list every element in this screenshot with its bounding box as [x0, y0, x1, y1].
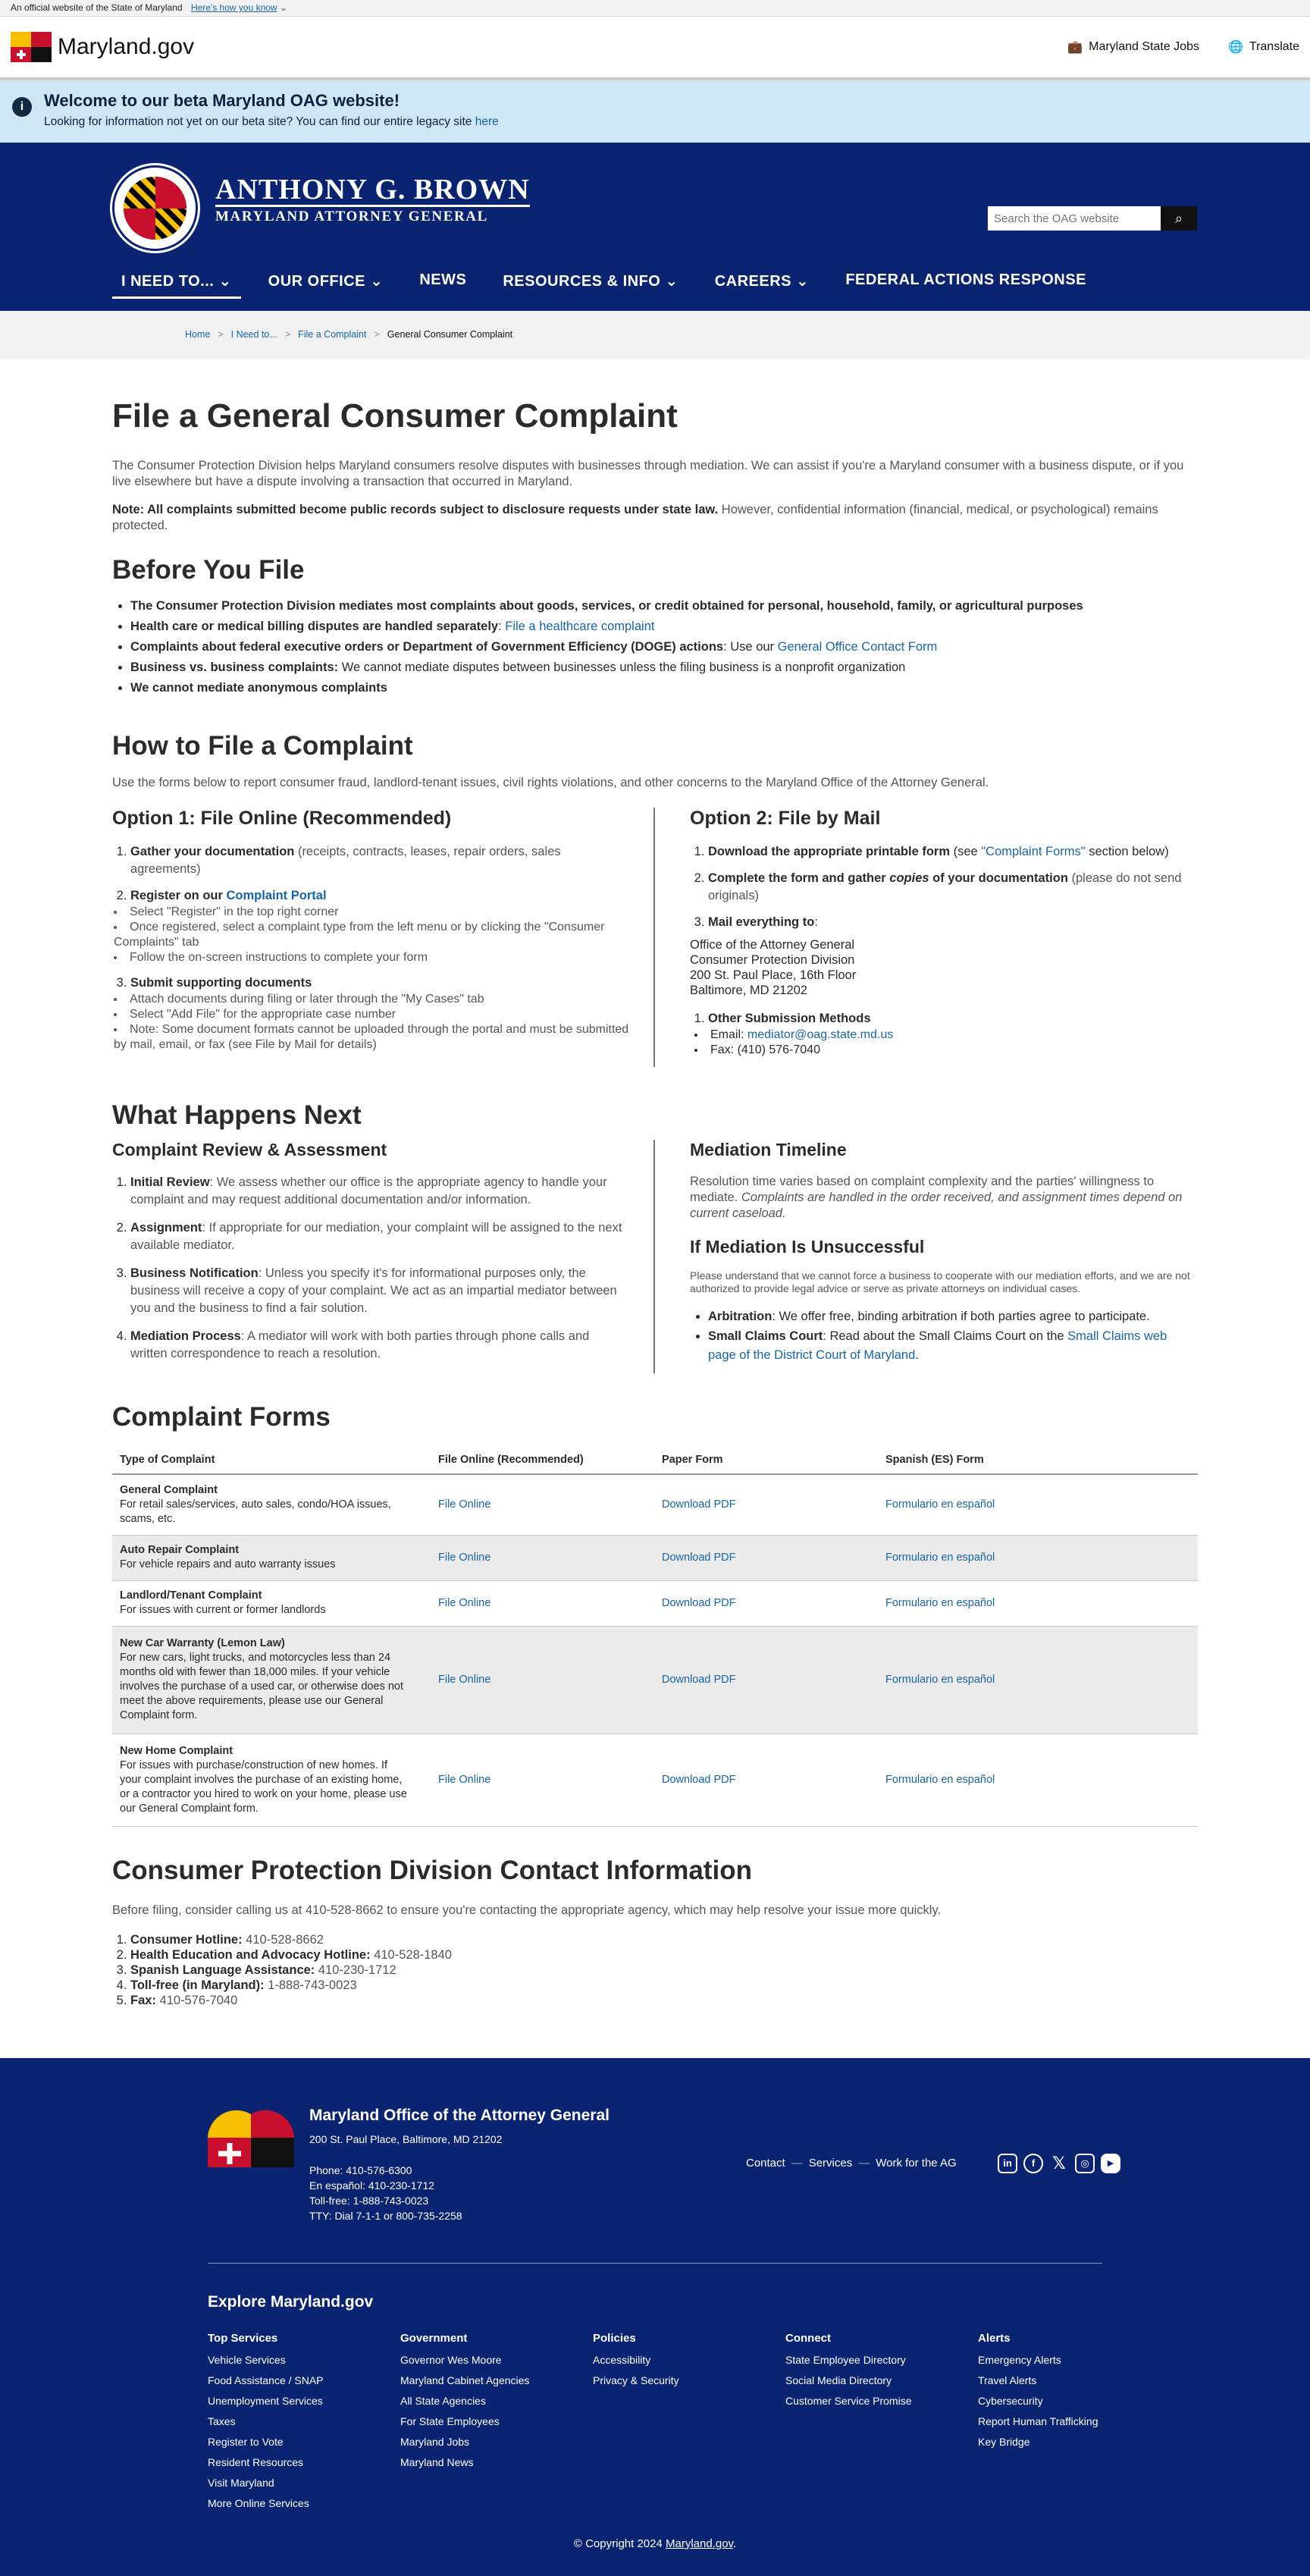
address-line: Consumer Protection Division	[690, 953, 855, 967]
complaint-name: Landlord/Tenant Complaint	[120, 1589, 262, 1602]
footer-link[interactable]: Social Media Directory	[785, 2374, 892, 2386]
site-footer	[0, 2058, 1310, 2576]
breadcrumb-i-need-to[interactable]: I Need to...	[230, 329, 277, 340]
address-line: 200 St. Paul Place, 16th Floor	[690, 968, 857, 982]
healthcare-complaint-link[interactable]: File a healthcare complaint	[505, 620, 655, 633]
footer-phones	[309, 2163, 462, 2223]
address-line: Baltimore, MD 21202	[690, 984, 807, 997]
oag-seal[interactable]	[112, 165, 198, 251]
file-online-link[interactable]: File Online	[438, 1773, 491, 1786]
list-item	[130, 596, 1198, 616]
alert-title: Welcome to our beta Maryland OAG website!	[44, 91, 400, 110]
nav-label: OUR OFFICE	[268, 273, 365, 290]
small-claims-end: .	[915, 1348, 919, 1362]
complaint-name: New Car Warranty (Lemon Law)	[120, 1637, 285, 1649]
download-pdf-link[interactable]: Download PDF	[662, 1596, 736, 1609]
review-t: : A mediator will work with both parties through phone calls and written correspondence to reach a resolution.	[130, 1329, 590, 1360]
download-pdf-link[interactable]: Download PDF	[662, 1498, 736, 1511]
list-item	[130, 1947, 1198, 1963]
breadcrumb-home[interactable]: Home	[185, 329, 211, 340]
list-item	[130, 843, 629, 878]
mail-steps	[690, 843, 1198, 931]
timeline-title: Mediation Timeline	[690, 1140, 847, 1159]
spanish-form-link[interactable]: Formulario en español	[885, 1551, 995, 1564]
page-title: File a General Consumer Complaint	[112, 397, 678, 435]
before-b5: We cannot mediate anonymous complaints	[130, 681, 387, 695]
footer-col-connect	[785, 2328, 978, 2514]
footer-link[interactable]: Maryland News	[400, 2455, 474, 2468]
ag-name: ANTHONY G. BROWN	[215, 174, 530, 206]
breadcrumb-current: General Consumer Complaint	[387, 329, 513, 340]
timeline-col	[655, 1140, 1198, 1373]
list-item	[130, 678, 1198, 698]
mailing-address	[690, 937, 1198, 998]
column-header: File Online (Recommended)	[431, 1446, 654, 1474]
contact-label: Spanish Language Assistance:	[130, 1963, 315, 1977]
intro-text: The Consumer Protection Division helps Maryland consumers resolve disputes with businesses through mediation. We can assist if you're a Maryland consumer with a business dispute, or if you live elsewhere but have a dispute involving a transaction that occurred in Maryland.	[112, 459, 1184, 488]
file-online-link[interactable]: File Online	[438, 1673, 491, 1686]
footer-link[interactable]: More Online Services	[208, 2496, 309, 2509]
review-t: : We assess whether our office is the appropriate agency to handle your complaint and may request additional documentation and/or information.	[130, 1175, 607, 1206]
before-title: Before You File	[112, 555, 305, 585]
main-nav	[112, 271, 1114, 299]
nav-label: NEWS	[419, 271, 467, 288]
state-jobs-label: Maryland State Jobs	[1089, 40, 1199, 53]
footer-link[interactable]: All State Agencies	[400, 2394, 486, 2407]
state-jobs-link[interactable]	[1067, 39, 1199, 55]
how-you-know-link[interactable]: Here's how you know	[190, 2, 277, 13]
chevron-down-icon: ⌄	[279, 2, 288, 13]
info-icon: i	[12, 97, 32, 117]
list-item	[708, 843, 1198, 861]
small-claims: Small Claims Court	[708, 1329, 823, 1343]
complaint-desc: For vehicle repairs and auto warranty issues	[120, 1558, 336, 1570]
unsuccessful-list	[690, 1307, 1198, 1365]
list-item: • Select "Add File" for the appropriate case number	[114, 1007, 629, 1022]
table-header-row	[112, 1446, 1198, 1474]
linkedin-icon[interactable]: in	[998, 2154, 1017, 2173]
youtube-icon[interactable]: ▶	[1101, 2154, 1120, 2173]
footer-link[interactable]: Privacy & Security	[593, 2374, 679, 2386]
complaint-desc: For issues with purchase/construction of new homes. If your complaint involves the purchase of an existing home, or a contractor you hired to work on your home, please use our General Complaint form.	[120, 1759, 407, 1815]
contact-label: Fax:	[130, 1993, 156, 2007]
opt2-s3: Mail everything to	[708, 915, 815, 929]
contact-label: Toll-free (in Maryland):	[130, 1978, 265, 1992]
arbitration-rest: : We offer free, binding arbitration if both parties agree to participate.	[772, 1310, 1150, 1323]
footer-link[interactable]: Emergency Alerts	[978, 2353, 1061, 2366]
contact-title: Consumer Protection Division Contact Information	[112, 1855, 752, 1885]
main-content	[0, 359, 1310, 2008]
download-pdf-link[interactable]: Download PDF	[662, 1673, 736, 1686]
review-t: : Unless you specify it's for informational purposes only, the business will receive a copy of your complaint. We act as an impartial mediator between you and the business to find a fair solution.	[130, 1266, 617, 1315]
copyright	[0, 2537, 1310, 2550]
other-methods-list	[693, 1028, 1198, 1058]
email-link[interactable]: mediator@oag.state.md.us	[747, 1028, 894, 1041]
table-row	[112, 1474, 1198, 1535]
register-substeps	[112, 905, 629, 965]
review-steps	[112, 1174, 629, 1363]
footer-col-heading: Alerts	[978, 2331, 1011, 2345]
oag-title[interactable]	[215, 173, 530, 225]
list-item	[130, 657, 1198, 677]
complaint-type-cell	[112, 1580, 431, 1626]
opt2-s1-a: (see	[950, 845, 982, 858]
footer-link[interactable]: Register to Vote	[208, 2435, 284, 2448]
small-claims-rest: : Read about the Small Claims Court on the	[823, 1329, 1068, 1343]
list-item	[708, 870, 1198, 905]
instagram-icon[interactable]: ◎	[1075, 2154, 1095, 2173]
before-b3: Complaints about federal executive orders or Department of Government Efficiency (DOGE) actions	[130, 640, 724, 654]
arbitration: Arbitration	[708, 1310, 773, 1323]
spanish-form-link[interactable]: Formulario en español	[885, 1498, 995, 1511]
search-icon: ⌕	[1174, 210, 1183, 226]
complaint-name: Auto Repair Complaint	[120, 1544, 240, 1556]
list-item	[130, 1963, 1198, 1978]
forms-title: Complaint Forms	[112, 1402, 331, 1432]
download-pdf-link[interactable]: Download PDF	[662, 1773, 736, 1786]
footer-link[interactable]: Resident Resources	[208, 2455, 304, 2468]
maryland-logo[interactable]	[11, 32, 194, 62]
opt2-s1-b: section below)	[1085, 845, 1169, 858]
table-row	[112, 1626, 1198, 1734]
briefcase-icon: 💼	[1067, 41, 1083, 54]
footer-link[interactable]: Taxes	[208, 2414, 236, 2427]
contact-value: 410-230-1712	[315, 1963, 396, 1977]
review-b: Mediation Process	[130, 1329, 241, 1343]
nav-our-office[interactable]	[259, 271, 393, 299]
footer-link[interactable]: State Employee Directory	[785, 2353, 906, 2366]
complaint-desc: For issues with current or former landlords	[120, 1604, 326, 1616]
footer-columns	[208, 2328, 1171, 2514]
general-contact-form-link[interactable]: General Office Contact Form	[777, 640, 938, 654]
how-title: How to File a Complaint	[112, 731, 413, 761]
list-item: • Follow the on-screen instructions to complete your form	[114, 950, 629, 965]
footer-link[interactable]: Governor Wes Moore	[400, 2353, 502, 2366]
nav-label: FEDERAL ACTIONS RESPONSE	[845, 271, 1086, 288]
review-title: Complaint Review & Assessment	[112, 1140, 387, 1159]
footer-link[interactable]: Customer Service Promise	[785, 2394, 912, 2407]
list-item: • Once registered, select a complaint type from the left menu or by clicking the "Consumer Complaints" tab	[114, 920, 629, 950]
footer-col-heading: Government	[400, 2331, 468, 2345]
explore-title: Explore Maryland.gov	[208, 2292, 374, 2311]
before-b3-rest: : Use our	[723, 640, 778, 654]
contact-list	[112, 1932, 1198, 2008]
list-item: • Select "Register" in the top right corner	[114, 905, 629, 920]
footer-link[interactable]: Maryland Cabinet Agencies	[400, 2374, 530, 2386]
footer-link[interactable]: Report Human Trafficking	[978, 2414, 1098, 2427]
footer-link[interactable]: Vehicle Services	[208, 2353, 286, 2366]
search-input[interactable]	[988, 206, 1161, 231]
list-item	[130, 1993, 1198, 2008]
address-line: Office of the Attorney General	[690, 938, 855, 952]
contact-label: Health Education and Advocacy Hotline:	[130, 1947, 371, 1962]
file-options	[112, 808, 1198, 1067]
opt2-s1: Download the appropriate printable form	[708, 845, 951, 858]
chevron-down-icon: ⌄	[218, 273, 232, 290]
list-item: • Attach documents during filing or later through the "My Cases" tab	[114, 992, 629, 1007]
column-header: Paper Form	[654, 1446, 878, 1474]
other-methods	[690, 1010, 1198, 1058]
opt1-s1-rest: (receipts, contracts, leases, repair orders, sales agreements)	[130, 845, 561, 876]
list-item	[694, 1028, 1198, 1043]
footer-phone: TTY: Dial 7-1-1 or 800-735-2258	[309, 2209, 462, 2222]
facebook-icon[interactable]: f	[1023, 2154, 1043, 2173]
breadcrumb: Home > I Need to... > File a Complaint > General Consumer Complaint	[0, 311, 1310, 359]
contact-value: 410-528-1840	[370, 1947, 452, 1962]
complaint-desc: For new cars, light trucks, and motorcycles less than 24 months old with fewer than 18,000 miles. If your vehicle involves the purchase of a used car, or otherwise does not meet the above requirements, please use our General Complaint form.	[120, 1652, 403, 1721]
footer-phone: En español: 410-230-1712	[309, 2179, 435, 2192]
complaint-type-cell	[112, 1626, 431, 1734]
option1-title: Option 1: File Online (Recommended)	[112, 808, 452, 829]
footer-link[interactable]: Cybersecurity	[978, 2394, 1043, 2407]
list-item	[130, 1932, 1198, 1947]
alert-body: Looking for information not yet on our beta site? You can find our entire legacy site	[44, 115, 475, 128]
footer-col-heading: Top Services	[208, 2331, 278, 2345]
footer-links: Contact — Services — Work for the AG	[746, 2156, 957, 2170]
how-intro: Use the forms below to report consumer fraud, landlord-tenant issues, civil rights violations, and other concerns to the Maryland Office of the Attorney General.	[112, 776, 989, 789]
list-item	[708, 1307, 1198, 1326]
other-methods-title: Other Submission Methods	[708, 1012, 871, 1025]
contact-value: 1-888-743-0023	[264, 1978, 357, 1992]
opt2-s2-b: of your documentation	[929, 871, 1068, 885]
option-mail	[655, 808, 1198, 1067]
official-banner	[0, 0, 1310, 17]
timeline-body: Resolution time varies based on complaint complexity and the parties' willingness to mediate.	[690, 1175, 1155, 1204]
legacy-site-link[interactable]: here	[475, 115, 499, 128]
nav-news[interactable]	[410, 271, 475, 299]
copyright-end: .	[732, 2537, 737, 2550]
review-b: Initial Review	[130, 1175, 210, 1189]
copyright-text: © Copyright 2024	[573, 2537, 666, 2550]
list-item	[130, 637, 1198, 657]
online-steps	[112, 843, 629, 1053]
list-item	[130, 1978, 1198, 1993]
complaint-portal-link[interactable]: Complaint Portal	[226, 889, 327, 902]
option2-title: Option 2: File by Mail	[690, 808, 881, 829]
footer-col-heading: Connect	[785, 2331, 831, 2345]
nav-resources[interactable]	[494, 271, 687, 299]
contact-value: 410-576-7040	[155, 1993, 238, 2007]
complaint-forms-link[interactable]: "Complaint Forms"	[981, 845, 1086, 858]
complaint-name: General Complaint	[120, 1483, 218, 1496]
opt1-s1: Gather your documentation	[130, 845, 295, 858]
next-title: What Happens Next	[112, 1100, 362, 1130]
review-b: Business Notification	[130, 1266, 259, 1280]
column-header: Type of Complaint	[112, 1446, 431, 1474]
submit-substeps	[112, 992, 629, 1053]
next-section	[112, 1140, 1198, 1373]
review-b: Assignment	[130, 1221, 202, 1235]
contact-label: Consumer Hotline:	[130, 1932, 243, 1947]
opt1-s3: Submit supporting documents	[130, 976, 312, 990]
spanish-form-link[interactable]: Formulario en español	[885, 1673, 995, 1686]
table-row	[112, 1580, 1198, 1626]
file-online-link[interactable]: File Online	[438, 1596, 491, 1609]
x-icon[interactable]: 𝕏	[1052, 2153, 1066, 2173]
footer-phone: Phone: 410-576-6300	[309, 2163, 412, 2176]
footer-link[interactable]: Key Bridge	[978, 2435, 1030, 2448]
note-bold: Note: All complaints submitted become public records subject to disclosure requests under state law.	[112, 503, 719, 516]
maryland-header	[0, 17, 1310, 80]
nav-label: CAREERS	[714, 273, 791, 290]
nav-label: I NEED TO...	[121, 273, 215, 290]
table-row	[112, 1535, 1198, 1580]
note-rest: However, confidential information (financial, medical, or psychological) remains protected.	[112, 503, 1158, 532]
footer-address: 200 St. Paul Place, Baltimore, MD 21202	[309, 2132, 503, 2145]
opt2-s2-rest: (please do not send originals)	[708, 871, 1182, 902]
footer-col-policies	[593, 2328, 785, 2514]
column-header: Spanish (ES) Form	[878, 1446, 1198, 1474]
unsuccessful-text: Please understand that we cannot force a business to cooperate with our mediation efforts, and we are not authorized to provide legal advice or serve as private attorneys on individual cases.	[690, 1269, 1190, 1294]
footer-col-heading: Policies	[593, 2331, 636, 2345]
translate-label: Translate	[1249, 40, 1299, 53]
list-item	[130, 1219, 629, 1254]
footer-link[interactable]: Maryland Jobs	[400, 2435, 470, 2448]
list-item	[114, 974, 629, 1053]
translate-button[interactable]	[1228, 39, 1299, 55]
beta-alert	[0, 80, 1310, 143]
complaint-type-cell	[112, 1535, 431, 1580]
footer-services-link[interactable]: Services	[808, 2156, 853, 2170]
nav-i-need-to[interactable]	[112, 271, 241, 299]
option-online	[112, 808, 655, 1067]
complaint-name: New Home Complaint	[120, 1744, 233, 1757]
maryland-logo-text: Maryland.gov	[58, 34, 195, 59]
review-col	[112, 1140, 655, 1373]
official-text: An official website of the State of Maryland	[11, 2, 183, 13]
list-item	[708, 1327, 1198, 1365]
nav-careers[interactable]	[706, 271, 819, 299]
spanish-form-link[interactable]: Formulario en español	[885, 1773, 995, 1786]
chevron-down-icon: ⌄	[796, 273, 810, 290]
file-online-link[interactable]: File Online	[438, 1551, 491, 1564]
email-label: Email:	[710, 1028, 747, 1041]
maryland-gov-link[interactable]: Maryland.gov	[666, 2537, 733, 2550]
oag-banner	[0, 143, 1310, 311]
complaint-type-cell	[112, 1474, 431, 1535]
footer-phone: Toll-free: 1-888-743-0023	[309, 2194, 429, 2207]
nav-label: RESOURCES & INFO	[503, 273, 661, 290]
before-b4-rest: We cannot mediate disputes between businesses unless the filing business is a nonprofit organization	[338, 660, 906, 674]
table-row	[112, 1734, 1198, 1826]
small-claims-link[interactable]: Small Claims web page of the District Court of Maryland	[708, 1329, 1167, 1362]
footer-link[interactable]: Visit Maryland	[208, 2476, 274, 2489]
list-item	[130, 1265, 629, 1317]
maryland-flag-logo[interactable]	[208, 2108, 294, 2167]
timeline-text	[690, 1174, 1198, 1222]
opt1-s2: Register on our	[130, 889, 227, 902]
footer-col-alerts	[978, 2328, 1171, 2514]
chevron-down-icon: ⌄	[370, 273, 384, 290]
footer-org-name: Maryland Office of the Attorney General	[309, 2106, 610, 2124]
footer-link[interactable]: Food Assistance / SNAP	[208, 2374, 324, 2386]
before-b1: The Consumer Protection Division mediates most complaints about goods, services, or credit obtained for personal, household, family, or agricultural purposes	[130, 599, 1083, 613]
note-text	[112, 502, 1198, 534]
globe-icon: 🌐	[1227, 41, 1243, 54]
footer-divider	[208, 2263, 1102, 2264]
contact-intro: Before filing, consider calling us at 410-528-8662 to ensure you're contacting the appropriate agency, which may help resolve your issue more quickly.	[112, 1903, 942, 1917]
footer-work-link[interactable]: Work for the AG	[876, 2156, 957, 2170]
footer-contact-link[interactable]: Contact	[746, 2156, 785, 2170]
complaint-type-cell	[112, 1734, 431, 1826]
footer-link[interactable]: Accessibility	[593, 2353, 651, 2366]
file-online-link[interactable]: File Online	[438, 1498, 491, 1511]
before-b4: Business vs. business complaints:	[130, 660, 339, 674]
before-list	[112, 596, 1198, 698]
list-item	[114, 887, 629, 965]
alert-text	[44, 115, 499, 129]
review-t: : If appropriate for our mediation, your complaint will be assigned to the next available mediator.	[130, 1221, 622, 1252]
footer-link[interactable]: Travel Alerts	[978, 2374, 1037, 2386]
oag-search	[988, 206, 1197, 231]
before-b2: Health care or medical billing disputes are handled separately	[130, 620, 499, 633]
footer-col-government	[400, 2328, 593, 2514]
download-pdf-link[interactable]: Download PDF	[662, 1551, 736, 1564]
footer-col-top-services	[208, 2328, 400, 2514]
contact-value: 410-528-8662	[242, 1932, 324, 1947]
list-item	[130, 1174, 629, 1209]
timeline-italic: Complaints are handled in the order received, and assignment times depend on current caseload.	[690, 1191, 1183, 1220]
footer-link[interactable]: Unemployment Services	[208, 2394, 323, 2407]
list-item	[130, 1328, 629, 1363]
search-button[interactable]	[1161, 206, 1197, 231]
chevron-down-icon: ⌄	[665, 273, 679, 290]
ag-role: MARYLAND ATTORNEY GENERAL	[215, 205, 530, 225]
maryland-flag-icon	[11, 32, 52, 62]
list-item: • Health care or medical billing disputes are handled separately: File a healthcare complaint	[130, 617, 1198, 636]
nav-federal-actions[interactable]	[836, 271, 1095, 299]
social-links	[998, 2154, 1120, 2173]
complaint-forms-table	[112, 1446, 1198, 1827]
opt2-s2: Complete the form and gather	[708, 871, 890, 885]
list-item: • Note: Some document formats cannot be uploaded through the portal and must be submitted by mail, email, or fax (see File by Mail for details)	[114, 1022, 629, 1053]
spanish-form-link[interactable]: Formulario en español	[885, 1596, 995, 1609]
list-item: 3. Mail everything to:	[708, 914, 1198, 931]
opt2-s2-i: copies	[889, 871, 929, 885]
complaint-desc: For retail sales/services, auto sales, condo/HOA issues, scams, etc.	[120, 1498, 391, 1525]
list-item	[708, 1010, 1198, 1058]
footer-link[interactable]: For State Employees	[400, 2414, 500, 2427]
breadcrumb-file-complaint[interactable]: File a Complaint	[298, 329, 367, 340]
unsuccessful-title: If Mediation Is Unsuccessful	[690, 1237, 925, 1257]
list-item: • Fax: (410) 576-7040	[694, 1043, 1198, 1058]
